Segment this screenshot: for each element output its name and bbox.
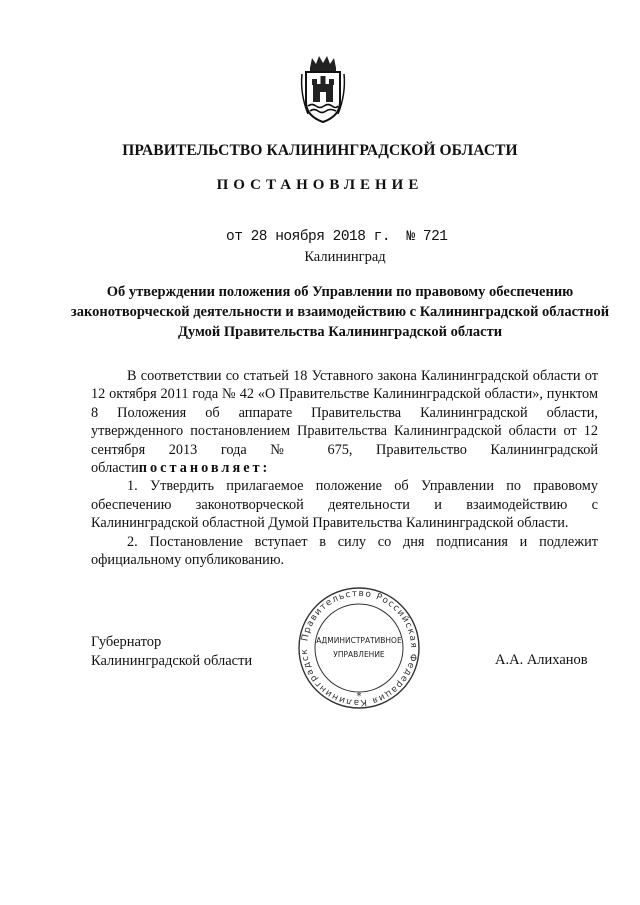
document-number: 721 <box>422 229 448 245</box>
date-value: 28 ноября <box>250 229 325 245</box>
stamp-center-line-1: АДМИНИСТРАТИВНОЕ <box>316 636 402 645</box>
document-subject: Об утверждении положения об Управлении по правовому обеспечению законотворческой деятельности и взаимодействию с Калининградской областной Думой Правительства Калининградской области <box>70 284 610 340</box>
number-sign: № <box>406 229 415 245</box>
city: Калининград <box>304 249 386 265</box>
coat-of-arms-icon <box>298 54 348 126</box>
item-2: 2. Постановление вступает в силу со дня подписания и подлежит официальному опубликованию. <box>91 533 598 569</box>
item-1: 1. Утвердить прилагаемое положение об Управлении по правовому обеспечению законотворческой деятельности и взаимодействию с Калининградской областной Думой Правительства Калининградской области. <box>91 478 598 532</box>
stamp-ring-text: Правительство Российская Федерация Калининградск <box>299 588 419 708</box>
document-body <box>91 367 598 569</box>
signatory-name: А.А. Алиханов <box>495 652 588 668</box>
intro-paragraph <box>91 367 598 477</box>
official-stamp <box>296 585 422 711</box>
position-line-2: Калининградской области <box>91 653 253 669</box>
intro-text: В соответствии со статьей 18 Уставного закона Калининградской области от 12 октября 2011 года № 42 «О Правительстве Калининградской области», пунктом 8 Положения об аппарате Правительства Калининградской области, утвержденного постановлением Правительства Калининградской области от 12 сентября 2013 года № 675, Правительство Калининградской области <box>91 368 598 477</box>
signatory-position <box>91 633 252 671</box>
date-year: 2018 г. <box>332 229 391 245</box>
stamp-center-line-2: УПРАВЛЕНИЕ <box>333 650 385 659</box>
date-line <box>226 229 447 245</box>
date-prefix: от <box>226 229 243 245</box>
stamp-seal-icon <box>296 585 422 711</box>
stamp-star: * <box>356 691 362 702</box>
document-type: ПОСТАНОВЛЕНИЕ <box>216 177 424 193</box>
government-title: ПРАВИТЕЛЬСТВО КАЛИНИНГРАДСКОЙ ОБЛАСТИ <box>122 142 518 159</box>
decree-word: постановляет: <box>138 460 271 477</box>
position-line-1: Губернатор <box>91 634 162 650</box>
